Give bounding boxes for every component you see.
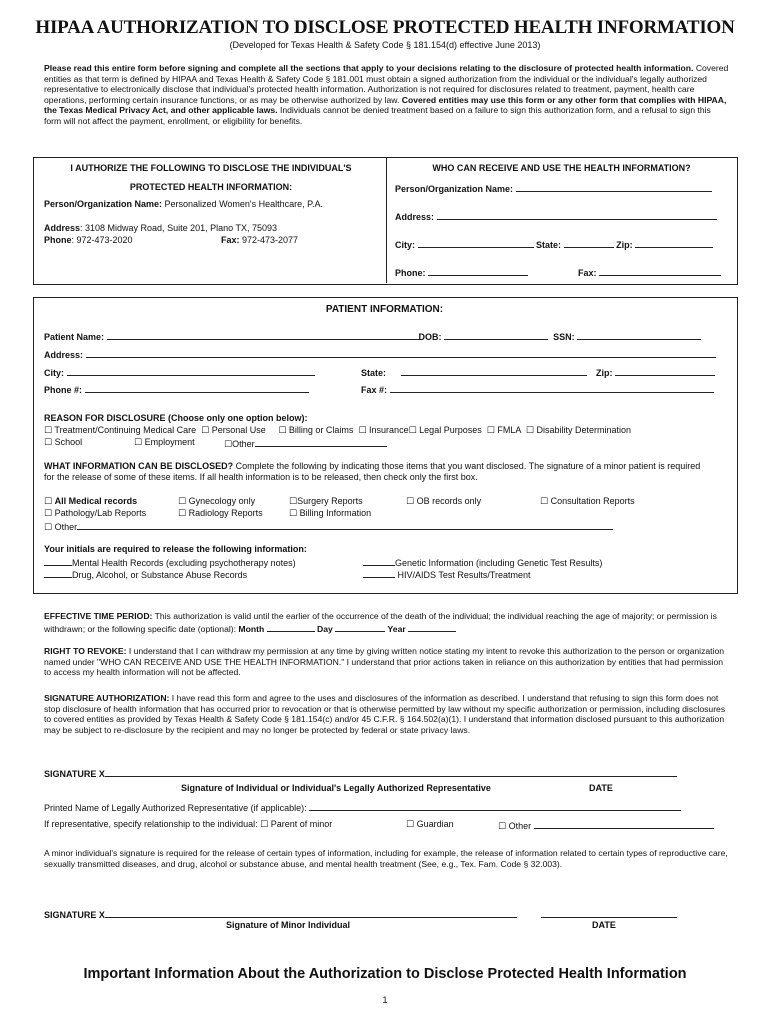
checkbox-icon[interactable]: ☐ (540, 497, 549, 507)
reason-personal-use[interactable]: ☐ Personal Use (201, 425, 266, 436)
form-subtitle: (Developed for Texas Health & Safety Code § 181.154(d) effective June 2013) (229, 40, 541, 50)
initials-drug[interactable]: Drug, Alcohol, or Substance Abuse Records (44, 568, 247, 581)
signature-date-caption: DATE (589, 783, 613, 793)
signature-authorization: SIGNATURE AUTHORIZATION: I have read this form and agree to the uses and disclosures of the information as described. I understand that refusing to sign this form does not stop disclosure of health information that has occurred prior to revocation or that is otherwise permitted by law without my specific authorization or permission, including disclosures to covered entities as provided by Texas Health & Safety Code § 181.154(c) and/or 45 C.F.R. § 164.502(a)(1). I understand that information disclosed pursuant to this authorization may be subject to re-disclosure by the recipient and may no longer be protected by federal or state privacy laws. (44, 693, 726, 735)
reason-fmla[interactable]: ☐ FMLA (486, 425, 521, 436)
reason-disability[interactable]: ☐ Disability Determination (525, 425, 631, 436)
reason-school[interactable]: ☐ School (44, 437, 83, 448)
info-gynecology[interactable]: ☐ Gynecology only (178, 496, 256, 507)
relationship-parent[interactable]: ☐ Parent of minor (260, 819, 333, 830)
relationship-other[interactable]: ☐ Other (498, 819, 714, 833)
reason-treatment[interactable]: ☐ Treatment/Continuing Medical Care (44, 425, 197, 436)
checkbox-icon[interactable]: ☐ (486, 426, 495, 436)
checkbox-icon[interactable]: ☐ (358, 426, 367, 436)
signature-minor-date-caption: DATE (592, 920, 616, 930)
checkbox-icon[interactable]: ☐ (224, 440, 233, 450)
checkbox-icon[interactable]: ☐ (498, 822, 507, 832)
info-radiology[interactable]: ☐ Radiology Reports (178, 508, 263, 519)
initials-heading: Your initials are required to release the following information: (44, 544, 307, 554)
initials-mental[interactable]: Mental Health Records (excluding psychotherapy notes) (44, 556, 296, 569)
year-field[interactable] (408, 622, 456, 632)
what-info-paragraph: WHAT INFORMATION CAN BE DISCLOSED? Complete the following by indicating those items that you want disclosed. The signature of a minor patient is required for the release of some of these items. If all health information is to be released, then check only the first box. (44, 461, 701, 482)
info-ob[interactable]: ☐ OB records only (406, 496, 482, 507)
box-divider (386, 157, 387, 283)
patient-address-row[interactable]: Address: (44, 348, 716, 361)
checkbox-icon[interactable]: ☐ (525, 426, 534, 436)
signature-individual-caption: Signature of Individual or Individual's Legally Authorized Representative (181, 783, 491, 793)
right-to-revoke: RIGHT TO REVOKE: I understand that I can withdraw my permission at any time by giving written notice stating my intent to revoke this authorization to the person or organization named under "WHO CAN RECEIVE AND USE THE HEALTH INFORMATION." I understand that prior actions taken in reliance on this authorization by entities that had permission to access my health information will not be affected. (44, 646, 725, 678)
patient-phone-row[interactable]: Phone #: (44, 383, 309, 396)
reason-heading: REASON FOR DISCLOSURE (Choose only one option below): (44, 413, 308, 423)
signature-minor-caption: Signature of Minor Individual (226, 920, 351, 930)
info-consultation[interactable]: ☐ Consultation Reports (540, 496, 635, 507)
initials-hiv[interactable]: HIV/AIDS Test Results/Treatment (363, 568, 531, 581)
discloser-address: Address: 3108 Midway Road, Suite 201, Plano TX, 75093 (44, 223, 277, 233)
recipient-fax-field[interactable]: Fax: (578, 266, 721, 279)
checkbox-icon[interactable]: ☐ (260, 820, 269, 830)
checkbox-icon[interactable]: ☐ (278, 426, 287, 436)
checkbox-icon[interactable]: ☐ (44, 523, 53, 533)
reason-employment[interactable]: ☐ Employment (134, 437, 195, 448)
initials-genetic[interactable]: Genetic Information (including Genetic Test Results) (363, 556, 602, 569)
reason-legal[interactable]: ☐ Legal Purposes (408, 425, 482, 436)
relationship-guardian[interactable]: ☐ Guardian (406, 819, 454, 830)
checkbox-icon[interactable]: ☐ (44, 509, 53, 519)
reason-other[interactable]: ☐Other (224, 437, 387, 451)
checkbox-icon[interactable]: ☐ (289, 497, 298, 507)
checkbox-icon[interactable]: ☐ (406, 497, 415, 507)
recipient-city-state-zip[interactable]: City: State: Zip: (395, 238, 713, 251)
checkbox-icon[interactable]: ☐ (289, 509, 298, 519)
info-all-medical[interactable]: ☐ All Medical records (44, 496, 138, 507)
reason-billing[interactable]: ☐ Billing or Claims (278, 425, 354, 436)
signature-minor-field[interactable]: SIGNATURE X (44, 908, 517, 921)
checkbox-icon[interactable]: ☐ (408, 426, 417, 436)
day-field[interactable] (335, 622, 385, 632)
info-other[interactable]: ☐ Other (44, 520, 613, 534)
discloser-phone: Phone: 972-473-2020 (44, 235, 133, 245)
relationship-row: If representative, specify relationship to the individual: ☐ Parent of minor (44, 819, 333, 830)
info-surgery[interactable]: ☐Surgery Reports (289, 496, 363, 507)
patient-heading: PATIENT INFORMATION: (325, 304, 444, 315)
patient-city-state-zip-row[interactable]: City: (44, 366, 315, 379)
checkbox-icon[interactable]: ☐ (44, 438, 53, 448)
recipient-phone-field[interactable]: Phone: (395, 266, 528, 279)
checkbox-icon[interactable]: ☐ (201, 426, 210, 436)
checkbox-icon[interactable]: ☐ (44, 497, 53, 507)
recipient-address-field[interactable]: Address: (395, 210, 717, 223)
recipient-heading: WHO CAN RECEIVE AND USE THE HEALTH INFORMATION? (432, 163, 691, 173)
checkbox-icon[interactable]: ☐ (178, 497, 187, 507)
intro-paragraph: Please read this entire form before signing and complete all the sections that apply to your decisions relating to the disclosure of protected health information. Covered entities as that term is defined by HIPAA and Texas Health & Safety Code § 181.001 must obtain a signed authorization from the individual or the individual's legally authorized representative to electronically disclose that individual's protected health information. Authorization is not required for disclosures related to treatment, payment, health care operations, performing certain insurance functions, or as may be otherwise authorized by law. Covered entities may use this form or any other form that complies with HIPAA, the Texas Medical Privacy Act, and other applicable laws. Individuals cannot be denied treatment based on a failure to sign this authorization form, and a refusal to sign this form will not affect the payment, enrollment, or eligibility for benefits. (44, 63, 729, 126)
info-pathology[interactable]: ☐ Pathology/Lab Reports (44, 508, 147, 519)
month-field[interactable] (267, 622, 315, 632)
info-billing[interactable]: ☐ Billing Information (289, 508, 372, 519)
reason-row-1 (44, 425, 631, 437)
checkbox-icon[interactable]: ☐ (44, 426, 53, 436)
effective-period: EFFECTIVE TIME PERIOD: This authorization is valid until the earlier of the occurrence of the death of the individual; the individual reaching the age of majority; or permission is withdrawn; or the following specific date (optional): Month Day Year (44, 611, 717, 634)
patient-state-field[interactable]: State: (361, 366, 587, 379)
discloser-org: Person/Organization Name: Personalized Women's Healthcare, P.A. (44, 199, 323, 209)
page-number: 1 (382, 995, 388, 1005)
minor-note: A minor individual's signature is required for the release of certain types of information, including for example, the release of information related to certain types of reproductive care, sexually transmitted diseases, and drug, alcohol or substance abuse, and mental health treatment (See, e.g., Tex. Fam. Code § 32.003). (44, 848, 728, 869)
patient-zip-field[interactable]: Zip: (596, 366, 715, 379)
patient-fax-row[interactable]: Fax #: (361, 383, 714, 396)
discloser-fax: Fax: 972-473-2077 (221, 235, 299, 245)
checkbox-icon[interactable]: ☐ (406, 820, 415, 830)
printed-name-field[interactable]: Printed Name of Legally Authorized Representative (if applicable): (44, 801, 681, 814)
signature-individual-field[interactable]: SIGNATURE X (44, 767, 555, 780)
patient-name-row[interactable]: Patient Name: DOB: SSN: (44, 330, 701, 343)
checkbox-icon[interactable]: ☐ (134, 438, 143, 448)
form-title: HIPAA AUTHORIZATION TO DISCLOSE PROTECTED HEALTH INFORMATION (35, 17, 735, 38)
reason-insurance[interactable]: ☐ Insurance (358, 425, 409, 436)
recipient-org-field[interactable]: Person/Organization Name: (395, 182, 712, 195)
signature-date-field[interactable] (541, 767, 677, 780)
reason-row-2 (44, 437, 82, 449)
discloser-heading: I AUTHORIZE THE FOLLOWING TO DISCLOSE THE INDIVIDUAL'S PROTECTED HEALTH INFORMATION: (70, 163, 352, 192)
important-info-heading: Important Information About the Authorization to Disclose Protected Health Information (83, 966, 687, 982)
checkbox-icon[interactable]: ☐ (178, 509, 187, 519)
